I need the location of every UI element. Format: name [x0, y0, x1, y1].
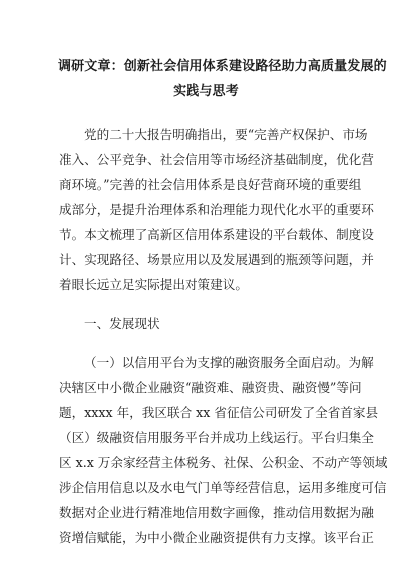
intro-paragraph-line-5: 节。本文梳理了高新区信用体系建设的平台载体、制度设 — [59, 227, 374, 242]
intro-paragraph-line-4: 成部分，是提升治理体系和治理能力现代化水平的重要环 — [59, 202, 374, 217]
document-title-line-2: 实践与思考 — [173, 84, 239, 99]
intro-paragraph-line-2: 准入、公平竞争、社会信用等市场经济基础制度，优化营 — [59, 152, 374, 167]
subsection-paragraph-line-4: （区）级融资信用服务平台并成功上线运行。平台归集全 — [59, 430, 374, 445]
intro-paragraph-line-3: 商环境。”完善的社会信用体系是良好营商环境的重要组 — [59, 177, 362, 192]
subsection-paragraph-line-6: 涉企信用信息以及水电气门单等经营信息，运用多维度可信 — [59, 480, 387, 495]
subsection-paragraph-line-7: 数据对企业进行精准地信用数字画像，推动信用数据为融 — [59, 505, 374, 520]
document-title-line-1: 调研文章：创新社会信用体系建设路径助力高质量发展的 — [58, 59, 387, 74]
subsection-paragraph-line-3: 题，xxxx 年，我区联合 xx 省征信公司研发了全省首家县 — [59, 405, 379, 420]
section-heading: 一、发展现状 — [84, 316, 160, 331]
intro-paragraph-line-7: 着眼长远立足实际提出对策建议。 — [59, 277, 248, 292]
subsection-paragraph-line-2: 决辖区中小微企业融资“融资难、融资贵、融资慢”等问 — [59, 380, 362, 395]
subsection-paragraph-line-1: （一）以信用平台为支撑的融资服务全面启动。为解 — [84, 355, 374, 370]
subsection-paragraph-line-5: 区 x.x 万余家经营主体税务、社保、公积金、不动产等领域 — [59, 455, 388, 470]
subsection-paragraph-line-8: 资增信赋能，为中小微企业融资提供有力支撑。该平台正 — [59, 530, 374, 545]
intro-paragraph-line-1: 党的二十大报告明确指出，要“完善产权保护、市场 — [84, 127, 368, 142]
intro-paragraph-line-6: 计、实现路径、场景应用以及发展遇到的瓶颈等问题，并 — [59, 252, 374, 267]
